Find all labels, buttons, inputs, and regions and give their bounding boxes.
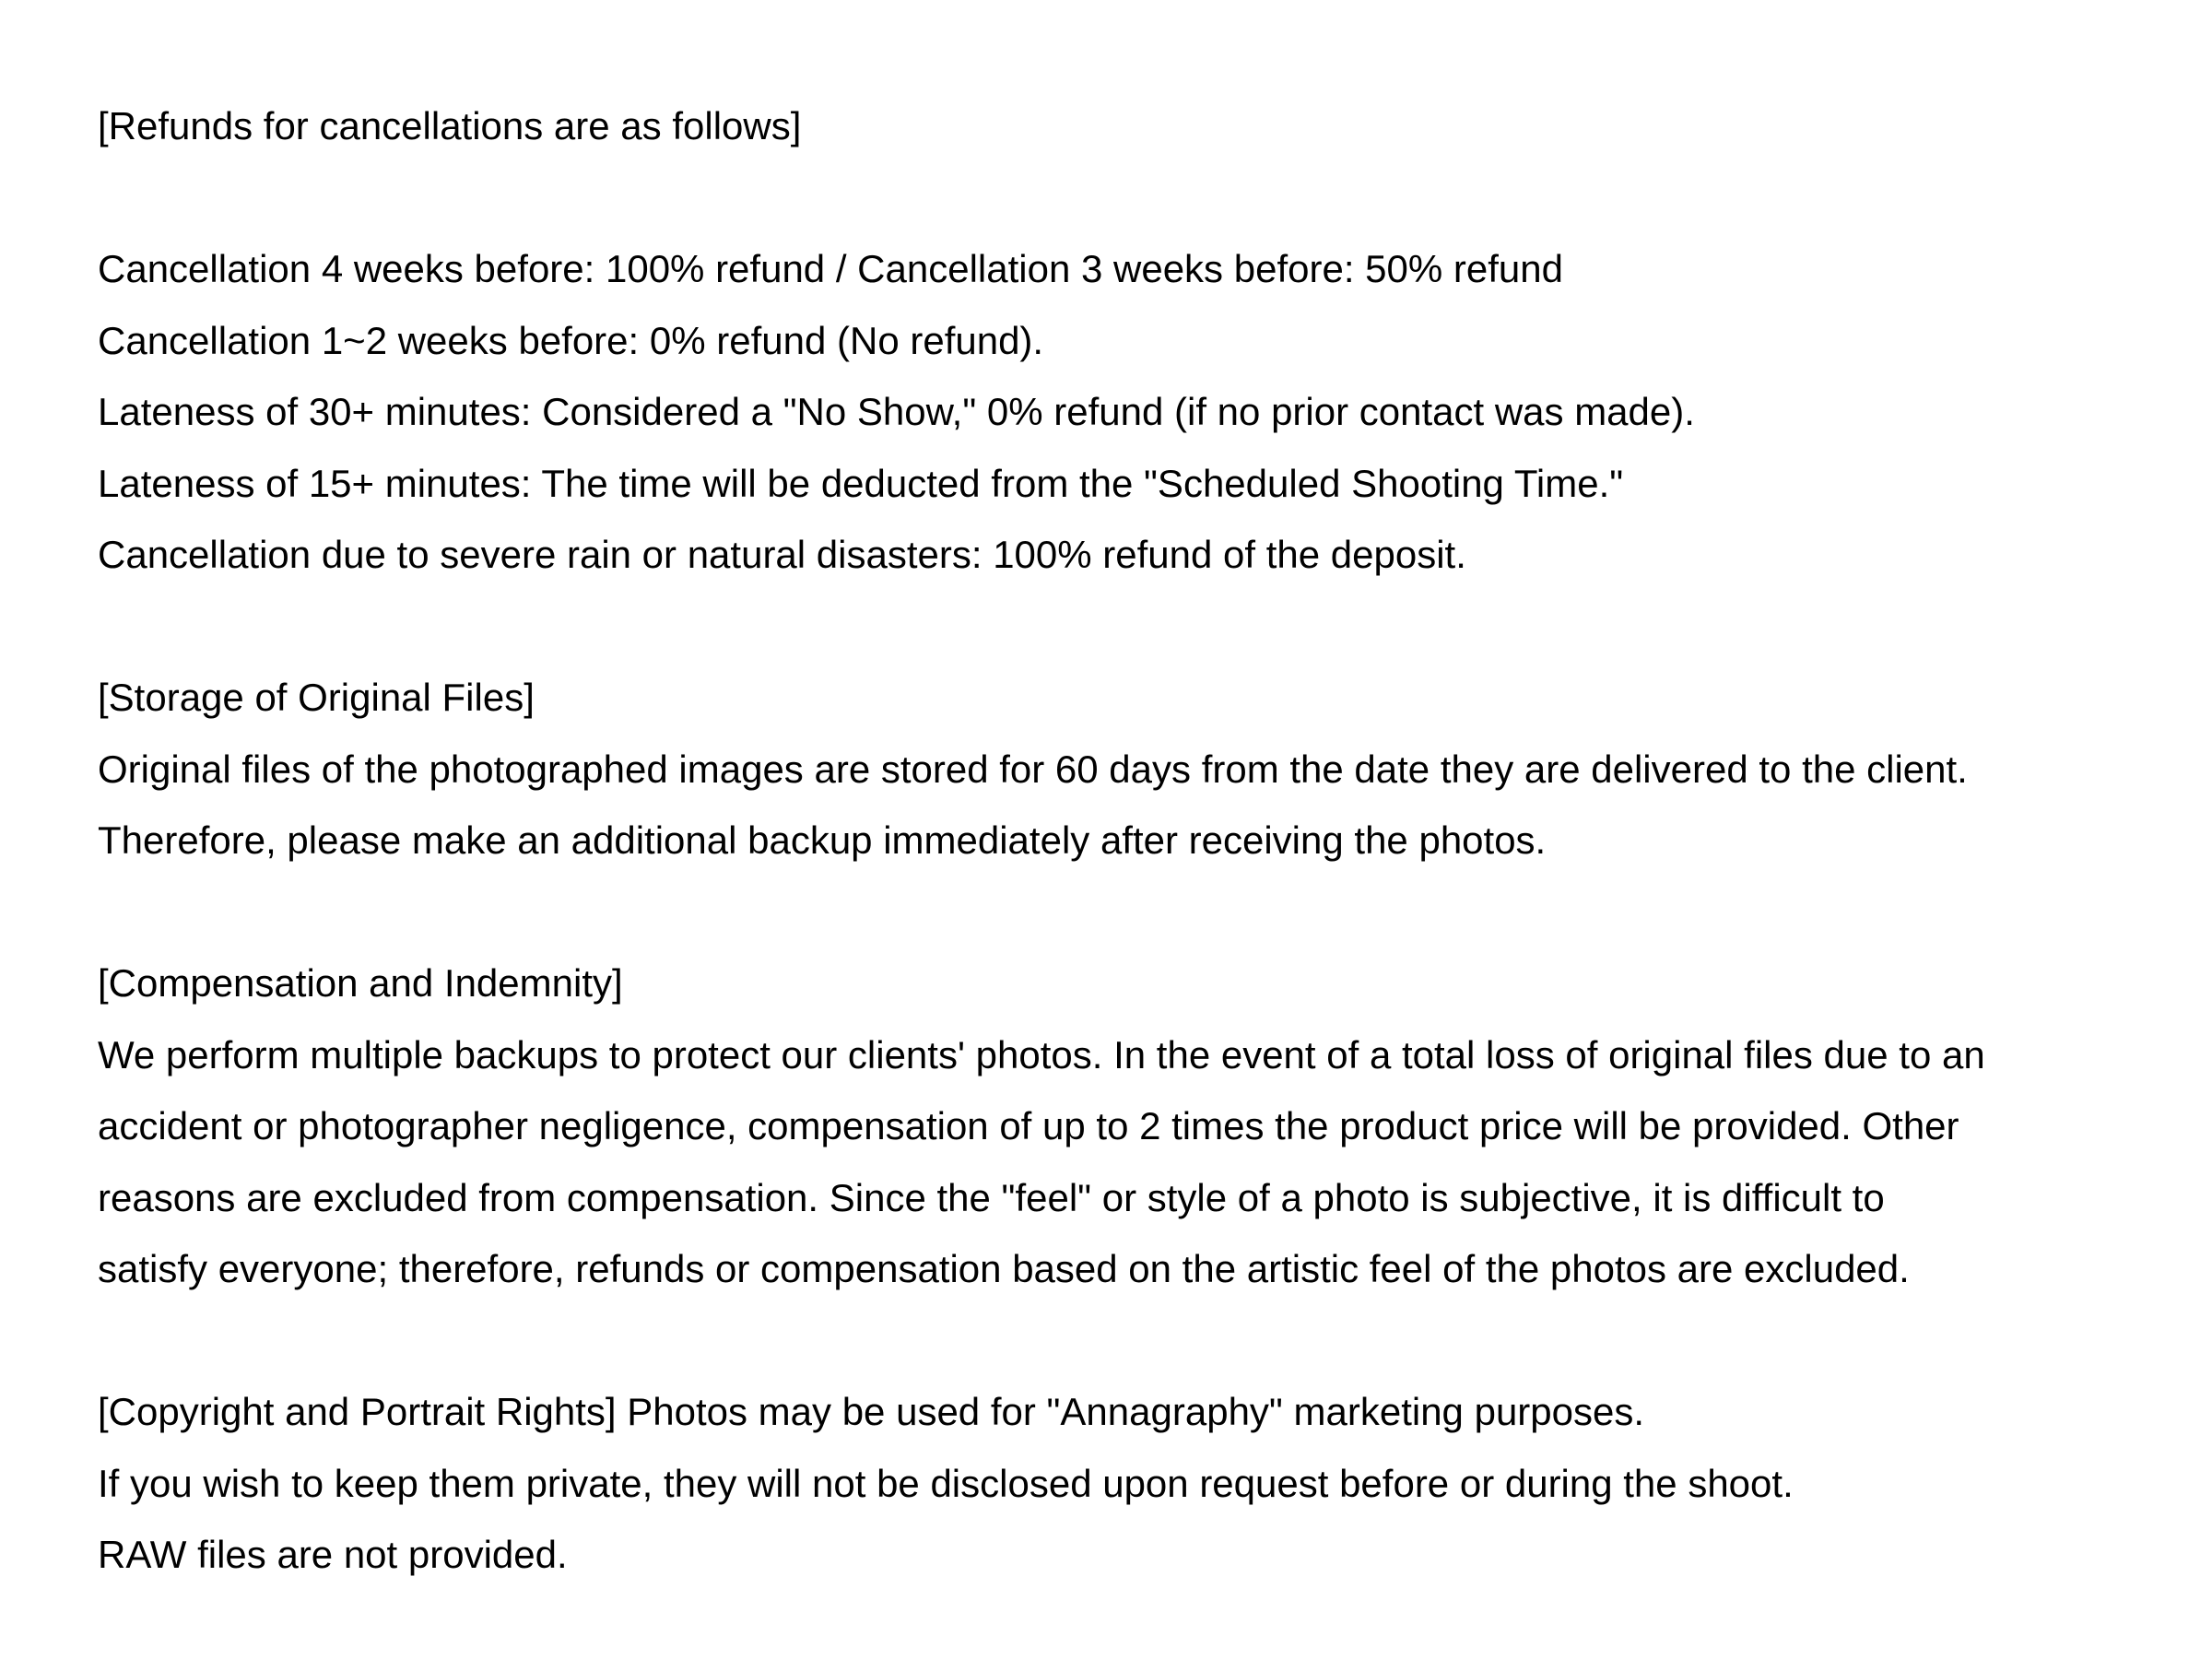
compensation-text-line-4: satisfy everyone; therefore, refunds or compensation based on the artistic feel of the photos are excluded.	[98, 1247, 1910, 1290]
refund-rule-weeks: Cancellation 4 weeks before: 100% refund / Cancellation 3 weeks before: 50% refund	[98, 247, 1563, 290]
paragraph-gap	[98, 162, 2181, 234]
paragraph-gap	[98, 591, 2181, 663]
compensation-text-line-2: accident or photographer negligence, compensation of up to 2 times the product price will be provided. Other	[98, 1104, 1959, 1147]
section-heading-compensation: [Compensation and Indemnity]	[98, 961, 623, 1005]
paragraph-gap	[98, 877, 2181, 948]
copyright-text-line-2: RAW files are not provided.	[98, 1533, 568, 1576]
weather-cancellation-rule: Cancellation due to severe rain or natural disasters: 100% refund of the deposit.	[98, 533, 1466, 576]
section-heading-copyright: [Copyright and Portrait Rights] Photos may be used for "Annagraphy" marketing purposes.	[98, 1390, 1645, 1433]
compensation-text-line-1: We perform multiple backups to protect our clients' photos. In the event of a total loss of original files due to an	[98, 1032, 1985, 1077]
section-heading-storage: [Storage of Original Files]	[98, 676, 535, 719]
compensation-text-line-3: reasons are excluded from compensation. Since the "feel" or style of a photo is subjective, it is difficult to	[98, 1175, 1885, 1219]
policy-document	[98, 90, 2181, 1591]
lateness-rule-15: Lateness of 15+ minutes: The time will be deducted from the "Scheduled Shooting Time."	[98, 461, 1624, 505]
lateness-rule-30: Lateness of 30+ minutes: Considered a "No Show," 0% refund (if no prior contact was made).	[98, 390, 1695, 433]
paragraph-gap	[98, 1305, 2181, 1377]
copyright-text-line-1: If you wish to keep them private, they will not be disclosed upon request before or during the shoot.	[98, 1461, 1794, 1505]
section-heading-refunds: [Refunds for cancellations are as follows]	[98, 104, 802, 147]
storage-text-line-1: Original files of the photographed images are stored for 60 days from the date they are delivered to the client.	[98, 747, 1968, 791]
storage-text-line-2: Therefore, please make an additional backup immediately after receiving the photos.	[98, 818, 1547, 862]
refund-rule-short-notice: Cancellation 1~2 weeks before: 0% refund (No refund).	[98, 318, 1044, 362]
